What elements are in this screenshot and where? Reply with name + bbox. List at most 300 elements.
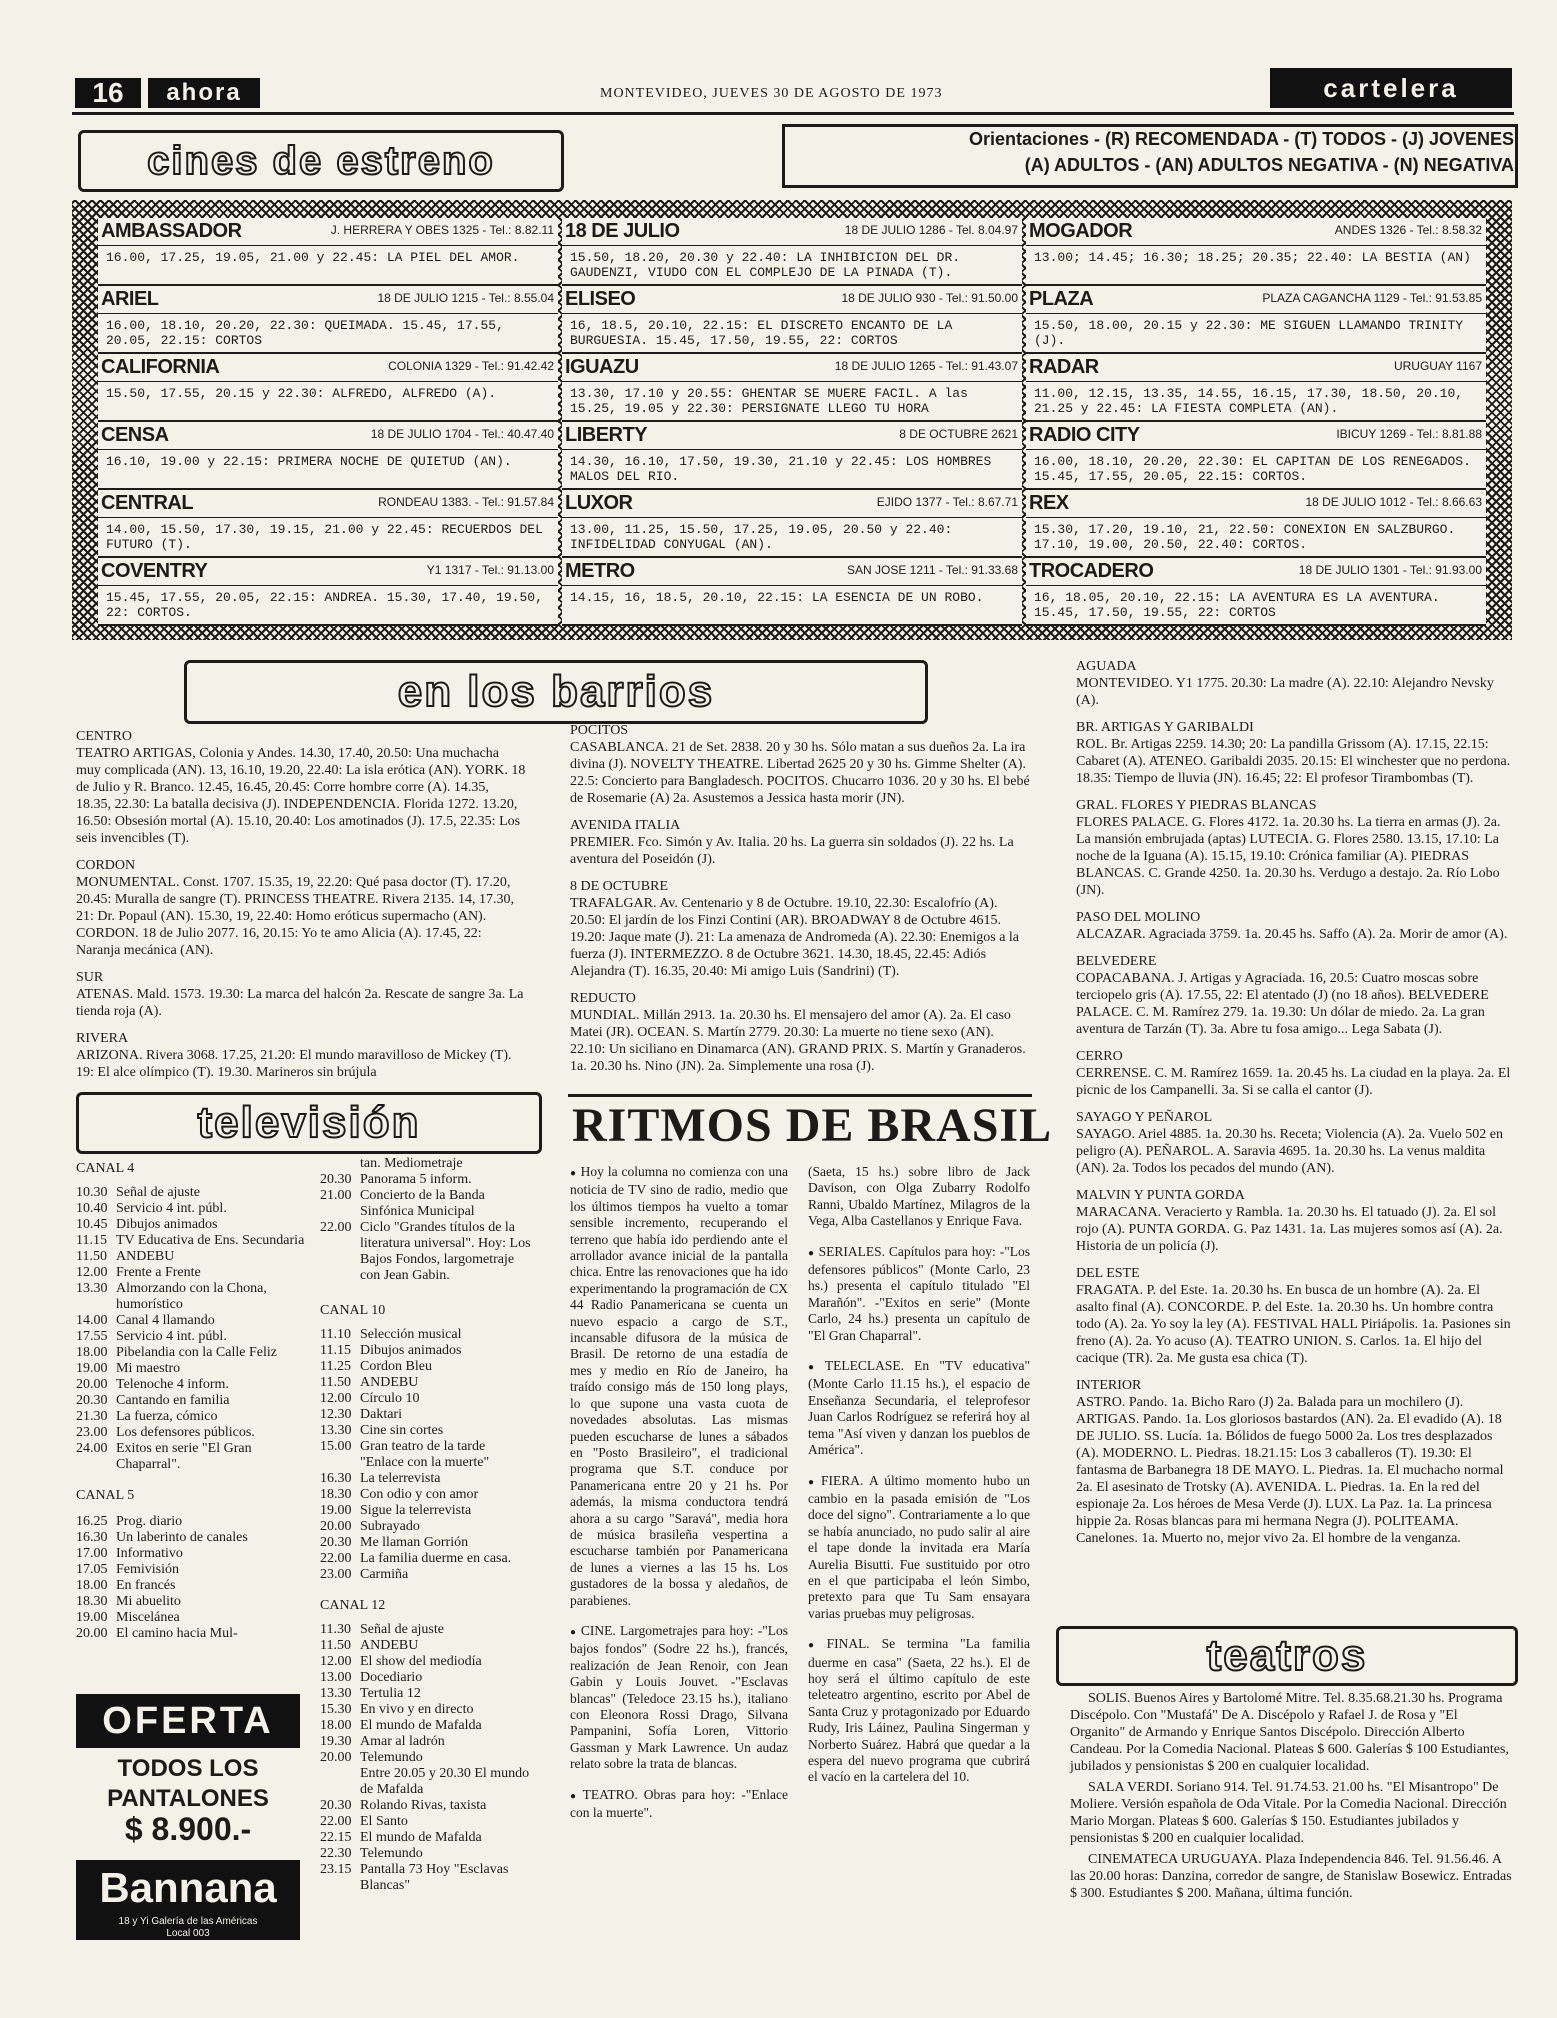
barrios-right-column (1076, 658, 1514, 1557)
cinema-divider (98, 585, 558, 586)
tv-program (76, 1233, 312, 1249)
tv-time: 19.00 (76, 1610, 108, 1625)
cinema-schedule: 15.50, 18.00, 20.15 y 22.30: ME SIGUEN LLAMANDO TRINITY (J). (1034, 318, 1464, 348)
cinema-divider (562, 245, 1022, 246)
tv-title: El Santo (360, 1814, 408, 1829)
tv-title: Femivisión (116, 1562, 180, 1577)
cinema-listing (1026, 354, 1486, 422)
neighborhood-heading: GRAL. FLORES Y PIEDRAS BLANCAS (1076, 798, 1317, 813)
cinema-listing (1026, 218, 1486, 286)
tv-program (320, 1702, 532, 1718)
cinema-address: SAN JOSE 1211 - Tel.: 91.33.68 (847, 563, 1018, 577)
neighborhood-listing: MUNDIAL. Millán 2913. 1a. 20.30 hs. El mensajero del amor (A). 2a. El caso Matei (JR). OCEAN. S. Martín 2779. 20.30: La muerte no tiene sexo (AN). 22.10: Un siciliano en Dinamarca (AN). GRAND PRIX. S. Martín y Granaderos. 1a. 20.30 hs. Nino (JN). 2a. Simplemente una rosa (J). (570, 1008, 1026, 1074)
cinema-grid (72, 200, 1512, 640)
ad-local: Local 003 (166, 1928, 210, 1939)
tv-time: 18.00 (320, 1718, 352, 1733)
cinema-divider (98, 449, 558, 450)
publication-name: ahora (148, 78, 260, 108)
cinema-name: PLAZA (1029, 288, 1094, 310)
tv-time: 20.30 (320, 1172, 352, 1187)
tv-program (320, 1535, 532, 1551)
tv-time: 20.30 (320, 1535, 352, 1550)
cinema-address: COLONIA 1329 - Tel.: 91.42.42 (388, 359, 554, 373)
tv-program (320, 1567, 532, 1583)
tv-title: Pibelandia con la Calle Feliz (116, 1345, 277, 1360)
tv-program (320, 1670, 532, 1686)
cinema-name: METRO (565, 560, 635, 582)
tv-title: Gran teatro de la tarde "Enlace con la muerte" (360, 1439, 490, 1470)
tv-time: 10.45 (76, 1217, 108, 1232)
cinema-address: 18 DE JULIO 1012 - Tel.: 8.66.63 (1305, 495, 1482, 509)
television-title: televisión (197, 1098, 421, 1147)
tv-time: 20.00 (76, 1626, 108, 1641)
cinema-address: 18 DE JULIO 1215 - Tel.: 8.55.04 (377, 291, 554, 305)
tv-title: Telenoche 4 inform. (116, 1377, 229, 1392)
dateline: MONTEVIDEO, JUEVES 30 DE AGOSTO DE 1973 (600, 86, 943, 101)
cinema-listing (562, 422, 1022, 490)
tv-time: 16.30 (320, 1471, 352, 1486)
cinema-listing (98, 422, 558, 490)
tv-time: 23.15 (320, 1862, 352, 1877)
tv-program (320, 1407, 532, 1423)
tv-title: El camino hacia Mul- (116, 1626, 238, 1641)
neighborhood-listing: PREMIER. Fco. Simón y Av. Italia. 20 hs. La guerra sin soldados (J). 22 hs. La aventura del Poseidón (J). (570, 835, 1014, 867)
tv-program (76, 1361, 312, 1377)
tv-title: El show del mediodía (360, 1654, 482, 1669)
neighborhood-listing: CASABLANCA. 21 de Set. 2838. 20 y 30 hs. Sólo matan a sus dueños 2a. La ira divina (J). NOVELTY THEATRE. Libertad 2625 20 y 30 hs. Gimme Shelter (A). 22.5: Concierto para Bangladesch. POCITOS. Chucarro 1036. 20 y 30 hs. El bebé de Rosemarie (A) 2a. Asustemos a Jessica hasta morir (JN). (570, 740, 1030, 806)
cinema-divider (1026, 245, 1486, 246)
tv-program (320, 1471, 532, 1487)
tv-title: Prog. diario (116, 1514, 183, 1529)
tv-program (320, 1359, 532, 1375)
tv-time: 17.55 (76, 1329, 108, 1344)
tv-column-1 (76, 1160, 312, 1642)
cinema-schedule: 16.00, 18.10, 20.20, 22.30: EL CAPITAN DE LOS RENEGADOS. 15.45, 17.55, 20.05, 22.15: CORTOS. (1034, 454, 1471, 484)
cinema-address: 18 DE JULIO 1301 - Tel.: 91.93.00 (1298, 563, 1482, 577)
tv-title: Pantalla 73 Hoy "Esclavas Blancas" (360, 1862, 509, 1893)
tv-title: Ciclo "Grandes títulos de la literatura universal". Hoy: Los Bajos Fondos, largometraje con Jean Gabin. (360, 1220, 531, 1283)
tv-time: 11.50 (320, 1375, 351, 1390)
cinema-address: Y1 1317 - Tel.: 91.13.00 (426, 563, 554, 577)
neighborhood-listing: CERRENSE. C. M. Ramírez 1659. 1a. 20.45 hs. La ciudad en la playa. 2a. El picnic de los Campanelli. 3a. Si se calla el cantor (J). (1076, 1066, 1511, 1098)
ad-brand: Bannana (99, 1864, 277, 1911)
column-paragraph: ● Hoy la columna no comienza con una noticia de TV sino de radio, medio que los últimos tiempos ha vuelto a tomar sensible incremento, recuperando el terreno que había ido perdiendo ante el arrollador avance inicial de la pantalla chica. Entre las renovaciones que ha ido experimentando la programación de CX 44 Radio Panamericana se cuenta un nuevo espacio a cargo de S.T., incansable difusora de la música de Brasil. De retorno de una estadía de mes y medio en Río de Janeiro, ha traído consigo más de 150 long plays, lo que supone una vasta cuota de novedades absolutas. Las mismas pueden escucharse de lunes a sábados en "Posto Brasileiro", el tradicional programa que S.T. conduce por Panamericana entre 20 y 21 hs. Por además, la misma conductora tendrá ahora a su cargo "Saravá", media hora de música brasileña vespertina a escucharse también por Panamericana de lunes a viernes a las 15 hs. Los gustadores de la bossa y aledaños, de parabienes. (570, 1164, 788, 1609)
cinema-listing (98, 218, 558, 286)
tv-title: tan. Mediometraje (360, 1156, 463, 1171)
cinema-divider (98, 381, 558, 382)
tv-title: Servicio 4 int. públ. (116, 1201, 227, 1216)
cinema-schedule: 14.15, 16, 18.5, 20.10, 22.15: LA ESENCIA DE UN ROBO. (570, 590, 984, 605)
tv-time: 16.25 (76, 1514, 108, 1529)
tv-time: 24.00 (76, 1441, 108, 1456)
tv-title: Almorzando con la Chona, humorístico (116, 1281, 267, 1312)
tv-time: 17.00 (76, 1546, 108, 1561)
tv-time: 22.00 (320, 1814, 352, 1829)
tv-title: Rolando Rivas, taxista (360, 1798, 487, 1813)
neighborhood-listing: ALCAZAR. Agraciada 3759. 1a. 20.45 hs. Saffo (A). 2a. Morir de amor (A). (1076, 927, 1508, 942)
ad-address: 18 y Yi Galería de las Américas (118, 1916, 258, 1927)
tv-time: 22.00 (320, 1220, 352, 1235)
tv-program (320, 1622, 532, 1638)
tv-title: En vivo y en directo (360, 1702, 474, 1717)
tv-title: ANDEBU (360, 1638, 419, 1653)
tv-title: Informativo (116, 1546, 183, 1561)
cinema-name: ARIEL (101, 288, 159, 310)
canal10-list (320, 1327, 532, 1583)
cinema-schedule: 13.30, 17.10 y 20.55: GHENTAR SE MUERE FACIL. A las 15.25, 19.05 y 22.30: PERSIGNATE LLEGO TU HORA (570, 386, 968, 416)
tv-program (76, 1626, 312, 1642)
cinema-divider (562, 517, 1022, 518)
neighborhood-listing: SAYAGO. Ariel 4885. 1a. 20.30 hs. Receta; Violencia (A). 2a. Vuelo 502 en peligro (A). PEÑAROL. A. Saravia 4695. 1a. 20.30 hs. La venus maldita (AN). 2a. Todos los pecados del mundo (AN). (1076, 1127, 1503, 1176)
tv-title: Círculo 10 (360, 1391, 420, 1406)
barrios-title: en los barrios (397, 667, 715, 716)
tv-title: Dibujos animados (360, 1343, 462, 1358)
tv-program (320, 1734, 532, 1750)
neighborhood-heading: AGUADA (1076, 659, 1137, 674)
tv-title: Carmiña (360, 1567, 409, 1582)
tv-program (320, 1766, 532, 1798)
tv-time: 11.10 (320, 1327, 351, 1342)
tv-time: 21.30 (76, 1409, 108, 1424)
neighborhood-listing: MONUMENTAL. Const. 1707. 15.35, 19, 22.20: Qué pasa doctor (T). 17.20, 20.45: Muralla de sangre (T). PRINCESS THEATRE. Rivera 2135. 14, 17.30, 21: Dr. Popaul (AN). 15.30, 19, 22.40: Homo eróticus supermacho (AN). CORDON. 18 de Julio 2077. 16, 20.15: Yo te amo Alicia (A). 17.45, 22: Naranja mecánica (AN). (76, 875, 514, 958)
tv-program (76, 1514, 312, 1530)
neighborhood-heading: RIVERA (76, 1031, 129, 1046)
tv-title: Selección musical (360, 1327, 462, 1342)
tv-time (320, 1156, 360, 1172)
tv-time: 12.00 (320, 1391, 352, 1406)
neighborhood-listing: ROL. Br. Artigas 2259. 14.30; 20: La pandilla Grissom (A). 17.15, 22.15: Cabaret (A). ATENEO. Garibaldi 2035. 20.15: El winchester que no perdona. 18.35: Tiempo de lluvia (JN). 16.45; 22: El profesor Tirambombas (T). (1076, 737, 1511, 786)
tv-program (320, 1503, 532, 1519)
column-paragraph: ● CINE. Largometrajes para hoy: -"Los bajos fondos" (Sodre 22 hs.), francés, realización de Jean Renoir, con Jean Gabin y Louis Jouvet. -"Esclavas blancas" (Teledoce 23.15 hs.), italiano con Eleonora Rossi Drago, Silvana Pampanini, Sofía Loren, Vittorio Gassman y Mark Lawrence. Un audaz relato sobre la trata de blancas. (570, 1623, 788, 1773)
cinema-name: RADIO CITY (1029, 424, 1140, 446)
cinema-address: EJIDO 1377 - Tel.: 8.67.71 (876, 495, 1018, 509)
tv-title: En francés (116, 1578, 176, 1593)
cinema-divider (98, 313, 558, 314)
cinema-name: CENSA (101, 424, 169, 446)
legend-line-1: Orientaciones - (R) RECOMENDADA - (T) TODOS - (J) JOVENES (968, 129, 1514, 149)
tv-title: Concierto de la Banda Sinfónica Municipal (360, 1188, 485, 1219)
cinema-name: MOGADOR (1029, 220, 1133, 242)
theatre-listing: SOLIS. Buenos Aires y Bartolomé Mitre. Tel. 8.35.68.21.30 hs. Programa Discépolo. Con "Mustafá" De A. Discépolo y Rafael J. de Rosa y "El Organito" de Armando y Enrique Santos Discépolo. Dirección Alberto Candeau. Por la Comedia Nacional. Plateas $ 600. Galerías $ 100 Estudiantes, jubilados y pensionistas $ 200 en cualquier localidad. (1070, 1691, 1509, 1774)
cinema-listing (562, 286, 1022, 354)
ad-headline: OFERTA (76, 1694, 300, 1748)
cinema-name: IGUAZU (565, 356, 639, 378)
cinema-listing (1026, 558, 1486, 626)
ad-line-1: TODOS LOS (117, 1755, 259, 1782)
tv-title: Telemundo (360, 1846, 423, 1861)
tv-program (76, 1441, 312, 1473)
neighborhood-heading: BELVEDERE (1076, 954, 1157, 969)
tv-time: 10.40 (76, 1201, 108, 1216)
ad-line-2: PANTALONES (107, 1785, 269, 1812)
neighborhood-listing: MONTEVIDEO. Y1 1775. 20.30: La madre (A). 22.10: Alejandro Nevsky (A). (1076, 676, 1494, 708)
neighborhood-heading: CORDON (76, 858, 136, 873)
canal12-list (320, 1622, 532, 1894)
tv-time: 13.00 (320, 1670, 352, 1685)
cinema-listing (1026, 422, 1486, 490)
tv-program (76, 1409, 312, 1425)
tv-title: Daktari (360, 1407, 402, 1422)
tv-time: 18.30 (320, 1487, 352, 1502)
cinema-listing (562, 354, 1022, 422)
tv-program (320, 1519, 532, 1535)
neighborhood-listing: FRAGATA. P. del Este. 1a. 20.30 hs. En busca de un hombre (A). 2a. El asalto final (A). CONCORDE. P. del Este. 1a. 20.30 hs. Un hombre contra todo (A). 2a. Yo soy la ley (A). FESTIVAL HALL Piriápolis. 1a. Pasiones sin freno (A). 2a. Yo acuso (A). TEATRO UNION. S. Carlos. 1a. El hijo del cacique (TR). 2a. Me gusta esa chica (T). (1076, 1283, 1511, 1366)
tv-program (76, 1425, 312, 1441)
tv-program (76, 1217, 312, 1233)
theatre-listing: CINEMATECA URUGUAYA. Plaza Independencia 846. Tel. 91.56.46. A las 20.00 horas: Danzina, corredor de sangre, de Stanislaw Bosewicz. Entradas $ 300. Estudiantes $ 200. Mañana, última función. (1070, 1852, 1512, 1901)
tv-time: 11.50 (76, 1249, 107, 1264)
cinema-schedule: 15.50, 18.20, 20.30 y 22.40: LA INHIBICION DEL DR. GAUDENZI, VIUDO CON EL COMPLEJO DE LA PINADA (T). (570, 250, 961, 280)
cinema-divider (1026, 585, 1486, 586)
neighborhood-heading: SUR (76, 970, 104, 985)
cinema-name: CENTRAL (101, 492, 194, 514)
tv-time: 13.30 (320, 1423, 352, 1438)
tv-title: Con odio y con amor (360, 1487, 479, 1502)
tv-title: Me llaman Gorrión (360, 1535, 469, 1550)
tv-program (76, 1249, 312, 1265)
neighborhood-heading: SAYAGO Y PEÑAROL (1076, 1110, 1213, 1125)
tv-continued-list (320, 1156, 532, 1284)
tv-title: ANDEBU (116, 1249, 175, 1264)
cinema-address: 18 DE JULIO 1265 - Tel.: 91.43.07 (834, 359, 1018, 373)
neighborhood-heading: CERRO (1076, 1049, 1123, 1064)
neighborhood-listing: TRAFALGAR. Av. Centenario y 8 de Octubre. 19.10, 22.30: Escalofrío (A). 20.50: El jardín de los Finzi Contini (AR). BROADWAY 8 de Octubre 4615. 19.20: Jaque mate (J). 21: La amenaza de Andromeda (A). 22.30: Enemigos a la fuerza (J). INTERMEZZO. 8 de Octubre 3621. 14.30, 18.45, 22.45: Adiós Alejandra (T). 16.35, 20.40: Mi amigo Luis (Sandrini) (T). (570, 896, 1020, 979)
tv-program (76, 1313, 312, 1329)
column-paragraph: ● FIERA. A último momento hubo un cambio en la pasada emisión de "Los doce del signo". Contrariamente a lo que se había anunciado, no pudo salir al aire el tape donde la invitada era María Aurelia Bisutti. Fue sustituido por otro en el que participaba el león Simbo, pretexto para que Tu Sam ensayara varias pruebas muy peligrosas. (808, 1473, 1030, 1623)
cinema-address: J. HERRERA Y OBES 1325 - Tel.: 8.82.11 (330, 223, 554, 237)
tv-title: La fuerza, cómico (116, 1409, 218, 1424)
tv-program (320, 1750, 532, 1766)
tv-title: El mundo de Mafalda (360, 1830, 482, 1845)
tv-time: 15.30 (320, 1702, 352, 1717)
tv-program (320, 1846, 532, 1862)
canal10-label: CANAL 10 (320, 1303, 386, 1318)
tv-time: 18.00 (76, 1578, 108, 1593)
cinema-divider (98, 245, 558, 246)
tv-title: La familia duerme en casa. (360, 1551, 512, 1566)
cinema-name: 18 DE JULIO (565, 220, 680, 242)
neighborhood-listing: COPACABANA. J. Artigas y Agraciada. 16, 20.5: Cuatro moscas sobre terciopelo gris (A). 17.55, 22: El atentado (J) (no 18 años). BELVEDERE PALACE. C. M. Ramírez 279. 1a. 19.30: Un dólar de miedo. 2a. La gran aventura de Tarzán (T). 3a. Abre tu fosa amigo... Lega Sabata (J). (1076, 971, 1489, 1037)
cinema-address: PLAZA CAGANCHA 1129 - Tel.: 91.53.85 (1262, 291, 1482, 305)
tv-title: Subrayado (360, 1519, 420, 1534)
tv-title: TV Educativa de Ens. Secundaria (116, 1233, 305, 1248)
tv-title: Exitos en serie "El Gran Chaparral". (116, 1441, 252, 1472)
ad-brand-box (76, 1860, 300, 1940)
cinema-schedule: 14.00, 15.50, 17.30, 19.15, 21.00 y 22.45: RECUERDOS DEL FUTURO (T). (106, 522, 543, 552)
neighborhood-listing: ATENAS. Mald. 1573. 19.30: La marca del halcón 2a. Rescate de sangre 3a. La tienda roja (A). (76, 987, 524, 1019)
tv-time: 14.00 (76, 1313, 108, 1328)
neighborhood-heading: REDUCTO (570, 991, 636, 1006)
tv-time: 12.30 (320, 1407, 352, 1422)
estreno-title-box (78, 130, 564, 192)
tv-time: 11.25 (320, 1359, 351, 1374)
tv-program (320, 1798, 532, 1814)
canal4-label: CANAL 4 (76, 1161, 135, 1176)
tv-program (320, 1343, 532, 1359)
tv-program (320, 1487, 532, 1503)
tv-time: 12.00 (320, 1654, 352, 1669)
cinema-address: 8 DE OCTUBRE 2621 (899, 427, 1018, 441)
legend-line-2: (A) ADULTOS - (AN) ADULTOS NEGATIVA - (N) NEGATIVA (1024, 155, 1514, 175)
ritmos-top-rule (568, 1094, 1032, 1097)
cinema-divider (1026, 381, 1486, 382)
cinema-listing (562, 490, 1022, 558)
tv-program (76, 1377, 312, 1393)
tv-title: Amar al ladrón (360, 1734, 445, 1749)
tv-time: 13.30 (76, 1281, 108, 1296)
cinema-listing (1026, 490, 1486, 558)
tv-program (320, 1439, 532, 1471)
tv-time: 23.00 (320, 1567, 352, 1582)
tv-title: Canal 4 llamando (116, 1313, 215, 1328)
tv-program (320, 1156, 532, 1172)
barrios-title-box (184, 660, 928, 724)
television-title-box (76, 1092, 542, 1154)
teatros-title: teatros (1206, 1631, 1368, 1680)
tv-time: 13.30 (320, 1686, 352, 1701)
tv-program (320, 1686, 532, 1702)
cinema-column-3 (1026, 218, 1486, 626)
tv-title: Telemundo (360, 1750, 423, 1765)
tv-title: Señal de ajuste (116, 1185, 200, 1200)
cinema-schedule: 16.00, 17.25, 19.05, 21.00 y 22.45: LA PIEL DEL AMOR. (106, 250, 520, 265)
neighborhood-heading: DEL ESTE (1076, 1266, 1140, 1281)
tv-program (320, 1814, 532, 1830)
tv-program (76, 1530, 312, 1546)
tv-time: 18.30 (76, 1594, 108, 1609)
neighborhood-heading: MALVIN Y PUNTA GORDA (1076, 1188, 1245, 1203)
cinema-schedule: 16.10, 19.00 y 22.15: PRIMERA NOCHE DE QUIETUD (AN). (106, 454, 512, 469)
tv-program (76, 1594, 312, 1610)
neighborhood-listing: FLORES PALACE. G. Flores 4172. 1a. 20.30 hs. La tierra en armas (J). 2a. La mansión embrujada (aptas) LUTECIA. G. Flores 2580. 13.15, 17.10: La noche de la Iguana (A). 15.15, 19.10: Crónica familiar (A). PIEDRAS BLANCAS. C. Grande 4250. 1a. 20.30 hs. Verdugo a destajo. 2a. Río Lobo (JN). (1076, 815, 1501, 898)
canal12-label: CANAL 12 (320, 1598, 386, 1613)
cinema-schedule: 11.00, 12.15, 13.35, 14.55, 16.15, 17.30, 18.50, 20.10, 21.25 y 22.45: LA FIESTA COMPLETA (AN). (1034, 386, 1464, 416)
cinema-name: CALIFORNIA (101, 356, 220, 378)
tv-time: 19.00 (320, 1503, 352, 1518)
cinema-name: COVENTRY (101, 560, 208, 582)
tv-title: El mundo de Mafalda (360, 1718, 482, 1733)
tv-title: Panorama 5 inform. (360, 1172, 472, 1187)
canal4-list (76, 1185, 312, 1473)
neighborhood-heading: AVENIDA ITALIA (570, 818, 681, 833)
tv-program (76, 1345, 312, 1361)
neighborhood-heading: 8 DE OCTUBRE (570, 879, 668, 894)
section-label: cartelera (1270, 68, 1512, 108)
ratings-legend (784, 126, 1520, 184)
tv-title: Los defensores públicos. (116, 1425, 255, 1440)
cinema-column-2 (562, 218, 1022, 626)
tv-title: Entre 20.05 y 20.30 El mundo de Mafalda (360, 1766, 530, 1797)
tv-title: La telerrevista (360, 1471, 441, 1486)
cinema-listing (1026, 286, 1486, 354)
tv-program (320, 1220, 532, 1284)
tv-time: 22.15 (320, 1830, 352, 1845)
tv-title: Frente a Frente (116, 1265, 201, 1280)
tv-time: 11.15 (320, 1343, 351, 1358)
tv-program (76, 1562, 312, 1578)
tv-time: 21.00 (320, 1188, 352, 1203)
tv-program (320, 1654, 532, 1670)
cinema-name: LUXOR (565, 492, 633, 514)
cinema-column-1 (98, 218, 558, 626)
tv-program (320, 1375, 532, 1391)
page-number: 16 (75, 78, 141, 108)
column-paragraph: ● TELECLASE. En "TV educativa" (Monte Carlo 11.15 hs.), el espacio de Enseñanza Secundaria, el teleprofesor Juan Carlos Rodríguez se referirá hoy al tema "Así viven y danzan los pueblos de América". (808, 1358, 1030, 1458)
neighborhood-heading: POCITOS (570, 723, 629, 738)
ritmos-title: RITMOS DE BRASIL (572, 1099, 1053, 1152)
neighborhood-heading: BR. ARTIGAS Y GARIBALDI (1076, 720, 1254, 735)
cinema-address: URUGUAY 1167 (1393, 359, 1482, 373)
neighborhood-listing: TEATRO ARTIGAS, Colonia y Andes. 14.30, 17.40, 20.50: Una muchacha muy complicada (AN). 13, 16.10, 19.20, 22.40: La isla erótica (AN). YORK. 18 de Julio y R. Branco. 12.45, 16.45, 20.45: Corre hombre corre (A). 14.35, 18.35, 22.30: La batalla decisiva (J). INDEPENDENCIA. Florida 1272. 13.20, 16.50: Obsesión mortal (A). 15.10, 20.40: Los amotinados (J). 17.5, 22.35: Los seis invencibles (T). (76, 746, 526, 846)
cinema-schedule: 13.00; 14.45; 16.30; 18.25; 20.35; 22.40: LA BESTIA (AN) (1034, 250, 1471, 265)
tv-program (76, 1610, 312, 1626)
column-paragraph: ● FINAL. Se termina "La familia duerme en casa" (Saeta, 22 hs.). El de hoy será el último capítulo de este teleteatro argentino, escrito por Abel de Santa Cruz y protagonizado por Eduardo Rudy, Iris Láinez, Paulina Singerman y Norberto Suárez. Habrá que quedar a la espera del nuevo programa que cubrirá el vacío en la cartelera del 10. (808, 1636, 1030, 1786)
cinema-name: TROCADERO (1029, 560, 1154, 582)
cinema-address: RONDEAU 1383. - Tel.: 91.57.84 (378, 495, 554, 509)
cinema-listing (562, 218, 1022, 286)
cinema-divider (1026, 449, 1486, 450)
cinema-divider (1026, 517, 1486, 518)
tv-time: 16.30 (76, 1530, 108, 1545)
tv-title: Sigue la telerrevista (360, 1503, 472, 1518)
cinema-schedule: 15.30, 17.20, 19.10, 21, 22.50: CONEXION EN SALZBURGO. 17.10, 19.00, 20.50, 22.40: CORTOS. (1034, 522, 1456, 552)
tv-time (320, 1766, 360, 1798)
cinema-schedule: 16.00, 18.10, 20.20, 22.30: QUEIMADA. 15.45, 17.55, 20.05, 22.15: CORTOS (106, 318, 504, 348)
tv-time: 11.15 (76, 1233, 107, 1248)
cinema-divider (1026, 313, 1486, 314)
tv-program (76, 1281, 312, 1313)
tv-time: 19.30 (320, 1734, 352, 1749)
cinema-schedule: 16, 18.5, 20.10, 22.15: EL DISCRETO ENCANTO DE LA BURGUESIA. 15.45, 17.50, 19.55, 22: CORTOS (570, 318, 953, 348)
cinema-divider (562, 585, 1022, 586)
cinema-address: 18 DE JULIO 1704 - Tel.: 40.47.40 (370, 427, 554, 441)
tv-program (76, 1546, 312, 1562)
tv-column-2 (320, 1156, 532, 1894)
tv-program (76, 1329, 312, 1345)
cinema-address: 18 DE JULIO 1286 - Tel. 8.04.97 (844, 223, 1018, 237)
tv-time: 18.00 (76, 1345, 108, 1360)
tv-program (320, 1327, 532, 1343)
neighborhood-listing: MARACANA. Veracierto y Rambla. 1a. 20.30 hs. El tatuado (J). 2a. El sol rojo (A). PUNTA GORDA. G. Paz 1431. 1a. Las mujeres somos así (A). 2a. Historia de un policía (J). (1076, 1205, 1503, 1254)
tv-program (320, 1718, 532, 1734)
cinema-listing (98, 490, 558, 558)
cinema-name: LIBERTY (565, 424, 648, 446)
cinema-listing (98, 286, 558, 354)
cinema-schedule: 13.00, 11.25, 15.50, 17.25, 19.05, 20.50 y 22.40: INFIDELIDAD CONYUGAL (AN). (570, 522, 953, 552)
teatros-title-box (1056, 1626, 1518, 1686)
cinema-listing (98, 558, 558, 626)
tv-title: Señal de ajuste (360, 1622, 444, 1637)
tv-title: Docediario (360, 1670, 423, 1685)
tv-program (320, 1638, 532, 1654)
tv-program (76, 1578, 312, 1594)
tv-program (76, 1185, 312, 1201)
tv-title: Tertulia 12 (360, 1686, 421, 1701)
tv-time: 20.00 (320, 1750, 352, 1765)
tv-time: 10.30 (76, 1185, 108, 1200)
tv-time: 20.30 (76, 1393, 108, 1408)
tv-program (320, 1830, 532, 1846)
cinema-address: ANDES 1326 - Tel.: 8.58.32 (1334, 223, 1482, 237)
tv-title: Cordon Bleu (360, 1359, 432, 1374)
ad-price: $ 8.900.- (124, 1811, 252, 1847)
tv-time: 22.30 (320, 1846, 352, 1861)
theatre-listing: SALA VERDI. Soriano 914. Tel. 91.74.53. 21.00 hs. "El Misantropo" De Moliere. Versión española de Oda Vitale. Por la Comedia Nacional. Dirección Mario Morgan. Plateas $ 600. Galerías $ 150. Estudiantes jubilados y pensionistas $ 200 en cualquier localidad. (1070, 1780, 1507, 1846)
tv-program (76, 1393, 312, 1409)
tv-program (320, 1862, 532, 1894)
tv-title: Dibujos animados (116, 1217, 218, 1232)
tv-program (76, 1265, 312, 1281)
